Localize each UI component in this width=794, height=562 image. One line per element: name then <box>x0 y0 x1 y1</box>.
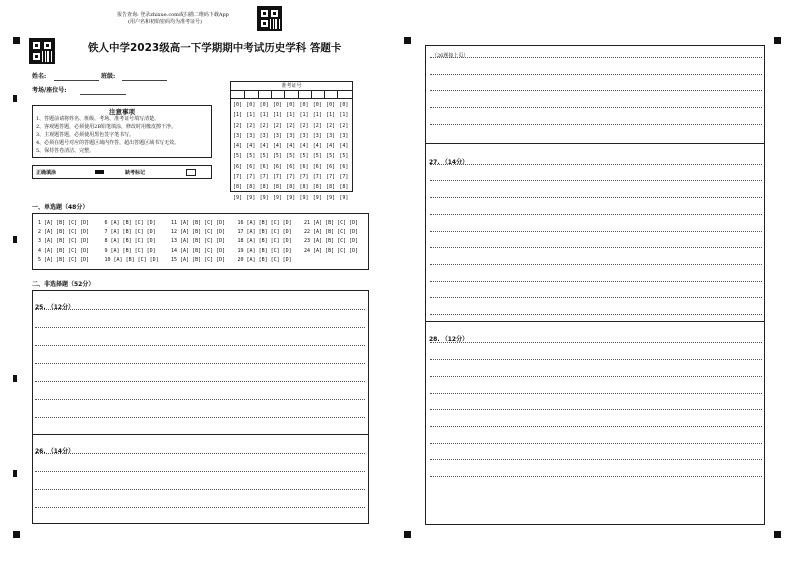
exam-id-bubble[interactable]: [5] <box>272 153 282 160</box>
mc-question-2[interactable]: 2 [A] [B] [C] [D] <box>38 229 90 236</box>
answer-line[interactable] <box>430 90 762 91</box>
answer-line[interactable] <box>35 471 365 472</box>
mc-question-1[interactable]: 1 [A] [B] [C] [D] <box>38 220 90 226</box>
answer-line[interactable] <box>430 247 762 248</box>
mc-question-16[interactable]: 16 [A] [B] [C] [D] <box>237 220 292 226</box>
answer-line[interactable] <box>430 264 762 265</box>
exam-id-bubble[interactable]: [8] <box>259 184 269 191</box>
mc-question-20[interactable]: 20 [A] [B] [C] [D] <box>237 256 292 263</box>
fill-example-box <box>32 165 212 179</box>
answer-box-25-26 <box>32 290 369 524</box>
exam-id-bubble[interactable]: [9] <box>326 194 336 201</box>
divider <box>324 90 325 98</box>
qr-code-icon <box>257 6 282 31</box>
exam-id-bubble[interactable]: [1] <box>326 112 336 119</box>
exam-id-bubble[interactable]: [4] <box>272 143 282 150</box>
exam-id-bubble[interactable]: [9] <box>272 194 282 201</box>
exam-id-bubble[interactable]: [0] <box>299 102 309 108</box>
answer-line[interactable] <box>35 345 365 346</box>
mc-question-13[interactable]: 13 [A] [B] [C] [D] <box>171 238 226 245</box>
divider <box>298 90 299 98</box>
exam-id-bubble[interactable]: [4] <box>286 143 296 150</box>
exam-id-bubble[interactable]: [9] <box>299 194 309 201</box>
exam-id-bubble[interactable]: [0] <box>326 102 336 108</box>
exam-id-bubble[interactable]: [2] <box>246 122 256 129</box>
answer-line[interactable] <box>430 107 762 108</box>
exam-id-bubble[interactable]: [8] <box>326 184 336 191</box>
notice-item: 1、答题前请将姓名、班级、考场、准考证号填写清楚。 <box>36 116 160 122</box>
divider <box>311 90 312 98</box>
exam-id-bubble[interactable]: [5] <box>286 153 296 160</box>
exam-id-bubble[interactable]: [2] <box>312 122 322 129</box>
exam-id-bubble[interactable]: [6] <box>233 163 243 170</box>
exam-id-bubble[interactable]: [9] <box>286 194 296 201</box>
exam-id-title: 准考证号 <box>281 83 302 89</box>
correct-fill-label: 正确填涂 <box>36 170 57 176</box>
exam-id-bubble[interactable]: [3] <box>246 132 256 139</box>
exam-id-bubble[interactable]: [0] <box>339 102 349 108</box>
exam-id-bubble[interactable]: [2] <box>299 122 309 129</box>
mc-question-23[interactable]: 23 [A] [B] [C] [D] <box>304 238 359 245</box>
exam-id-column <box>313 100 322 203</box>
registration-mark <box>13 236 17 243</box>
divider <box>426 321 764 322</box>
exam-id-bubble[interactable]: [5] <box>312 153 322 160</box>
exam-id-bubble[interactable]: [7] <box>246 174 256 181</box>
section2-title: 二、非选择题（52分） <box>32 281 95 288</box>
answer-line[interactable] <box>430 342 762 343</box>
mc-question-7[interactable]: 7 [A] [B] [C] [D] <box>104 229 156 236</box>
exam-id-bubble[interactable]: [9] <box>312 194 322 201</box>
qr-code-icon <box>29 38 55 64</box>
divider <box>258 90 259 98</box>
section1-title: 一、单选题（48分） <box>32 204 89 211</box>
exam-id-bubble[interactable]: [8] <box>246 184 256 191</box>
answer-line[interactable] <box>430 57 762 58</box>
registration-mark <box>774 37 781 44</box>
notice-box <box>32 105 212 158</box>
mc-question-19[interactable]: 19 [A] [B] [C] [D] <box>237 247 292 254</box>
mc-question-3[interactable]: 3 [A] [B] [C] [D] <box>38 238 90 245</box>
mc-question-10[interactable]: 10 [A] [B] [C] [D] <box>104 256 159 263</box>
exam-id-bubble[interactable]: [5] <box>246 153 256 160</box>
exam-id-column <box>273 100 282 203</box>
exam-id-bubble[interactable]: [7] <box>259 174 269 181</box>
exam-id-bubble[interactable]: [3] <box>326 132 336 139</box>
exam-id-bubble[interactable]: [4] <box>312 143 322 150</box>
registration-mark <box>13 531 20 538</box>
exam-id-bubble[interactable]: [2] <box>326 122 336 129</box>
exam-id-bubble[interactable]: [0] <box>233 102 243 108</box>
exam-id-bubble[interactable]: [4] <box>259 143 269 150</box>
filled-sample-icon <box>95 170 104 174</box>
answer-line[interactable] <box>35 507 365 508</box>
notice-item: 2、客观题答题，必须使用2B铅笔填涂，修改时用橡皮擦干净。 <box>36 124 177 130</box>
mc-question-6[interactable]: 6 [A] [B] [C] [D] <box>104 220 156 226</box>
exam-id-bubble[interactable]: [7] <box>286 174 296 181</box>
exam-id-bubble[interactable]: [6] <box>326 163 336 170</box>
room-seat-field[interactable] <box>80 94 126 95</box>
exam-id-bubble[interactable]: [4] <box>339 143 349 150</box>
registration-mark <box>404 531 411 538</box>
exam-id-bubble[interactable]: [1] <box>246 112 256 119</box>
exam-id-bubble[interactable]: [7] <box>312 174 322 181</box>
exam-id-bubble[interactable]: [2] <box>339 122 349 129</box>
answer-line[interactable] <box>35 417 365 418</box>
exam-id-bubble[interactable]: [6] <box>259 163 269 170</box>
divider <box>284 90 285 98</box>
exam-id-bubble[interactable]: [3] <box>286 132 296 139</box>
question-28-title: 28. （12分） <box>429 336 469 343</box>
answer-line[interactable] <box>430 231 762 232</box>
divider <box>33 434 368 435</box>
registration-mark <box>13 375 17 382</box>
exam-id-bubble[interactable]: [8] <box>233 184 243 191</box>
exam-id-column <box>233 100 242 203</box>
mc-question-8[interactable]: 8 [A] [B] [C] [D] <box>104 238 156 245</box>
mc-question-11[interactable]: 11 [A] [B] [C] [D] <box>171 220 226 226</box>
absent-mark-label: 缺考标记 <box>125 170 146 176</box>
divider <box>271 90 272 98</box>
answer-line[interactable] <box>430 376 762 377</box>
answer-line[interactable] <box>430 214 762 215</box>
exam-id-bubble[interactable]: [8] <box>286 184 296 191</box>
answer-line[interactable] <box>430 409 762 410</box>
mc-question-17[interactable]: 17 [A] [B] [C] [D] <box>237 229 292 236</box>
answer-line[interactable] <box>430 443 762 444</box>
exam-id-bubble[interactable]: [3] <box>299 132 309 139</box>
notice-item: 5、保持答卷清洁、完整。 <box>36 148 95 154</box>
class-field[interactable] <box>122 80 167 81</box>
exam-id-bubble[interactable]: [2] <box>259 122 269 129</box>
exam-id-bubble[interactable]: [7] <box>326 174 336 181</box>
answer-line[interactable] <box>35 327 365 328</box>
exam-id-bubble[interactable]: [1] <box>286 112 296 119</box>
answer-line[interactable] <box>35 381 365 382</box>
exam-id-grid <box>230 81 353 201</box>
exam-id-bubble[interactable]: [0] <box>312 102 322 108</box>
exam-id-bubble[interactable]: [7] <box>299 174 309 181</box>
class-label: 班级: <box>101 73 116 80</box>
answer-line[interactable] <box>35 399 365 400</box>
notice-title: 注意事项 <box>109 108 135 116</box>
divider <box>426 143 764 144</box>
login-hint-text: (用户名和初始密码均为准考证号) <box>128 19 202 25</box>
exam-id-bubble[interactable]: [5] <box>259 153 269 160</box>
exam-id-bubble[interactable]: [3] <box>312 132 322 139</box>
divider <box>231 98 352 99</box>
exam-id-bubble[interactable]: [6] <box>312 163 322 170</box>
mc-question-14[interactable]: 14 [A] [B] [C] [D] <box>171 247 226 254</box>
answer-line[interactable] <box>430 476 762 477</box>
mc-question-24[interactable]: 24 [A] [B] [C] [D] <box>304 247 359 254</box>
exam-id-bubble[interactable]: [5] <box>339 153 349 160</box>
answer-line[interactable] <box>430 74 762 75</box>
exam-id-column <box>286 100 295 203</box>
exam-id-bubble[interactable]: [0] <box>246 102 256 108</box>
exam-id-bubble[interactable]: [1] <box>339 112 349 119</box>
exam-id-bubble[interactable]: [2] <box>272 122 282 129</box>
answer-box-26-27-28 <box>425 45 765 525</box>
question-26-title: 26. （14分） <box>35 448 75 455</box>
answer-line[interactable] <box>430 197 762 198</box>
answer-line[interactable] <box>430 297 762 298</box>
mc-question-15[interactable]: 15 [A] [B] [C] [D] <box>171 256 226 263</box>
exam-id-bubble[interactable]: [6] <box>286 163 296 170</box>
exam-id-bubble[interactable]: [0] <box>286 102 296 108</box>
name-label: 姓名: <box>32 73 47 80</box>
exam-id-bubble[interactable]: [9] <box>259 194 269 201</box>
answer-line[interactable] <box>430 359 762 360</box>
mc-question-5[interactable]: 5 [A] [B] [C] [D] <box>38 256 90 263</box>
absent-checkbox[interactable] <box>186 169 196 176</box>
exam-id-bubble[interactable]: [1] <box>233 112 243 119</box>
divider <box>337 90 338 98</box>
exam-id-bubble[interactable]: [8] <box>272 184 282 191</box>
exam-id-bubble[interactable]: [6] <box>339 163 349 170</box>
registration-mark <box>404 37 411 44</box>
exam-id-bubble[interactable]: [1] <box>272 112 282 119</box>
exam-id-bubble[interactable]: [6] <box>246 163 256 170</box>
exam-id-bubble[interactable]: [1] <box>299 112 309 119</box>
exam-id-bubble[interactable]: [4] <box>326 143 336 150</box>
answer-line[interactable] <box>35 309 365 310</box>
answer-line[interactable] <box>430 124 762 125</box>
exam-id-bubble[interactable]: [1] <box>312 112 322 119</box>
single-choice-box <box>32 213 369 270</box>
exam-id-bubble[interactable]: [7] <box>339 174 349 181</box>
exam-id-bubble[interactable]: [3] <box>233 132 243 139</box>
answer-line[interactable] <box>430 393 762 394</box>
exam-id-bubble[interactable]: [3] <box>272 132 282 139</box>
mc-question-18[interactable]: 18 [A] [B] [C] [D] <box>237 238 292 245</box>
answer-line[interactable] <box>35 489 365 490</box>
page-title: 铁人中学2023级高一下学期期中考试历史学科 答题卡 <box>88 42 342 54</box>
question-25-title: 25. （12分） <box>35 304 75 311</box>
exam-id-bubble[interactable]: [5] <box>233 153 243 160</box>
exam-id-column <box>300 100 309 203</box>
report-query-text: 报告查询: 登录zhixue.com或扫描二维码下载App <box>117 12 229 18</box>
exam-id-bubble[interactable]: [2] <box>233 122 243 129</box>
exam-id-bubble[interactable]: [8] <box>299 184 309 191</box>
exam-id-bubble[interactable]: [6] <box>272 163 282 170</box>
answer-line[interactable] <box>35 453 365 454</box>
exam-id-bubble[interactable]: [3] <box>259 132 269 139</box>
registration-mark <box>13 37 20 44</box>
mc-question-9[interactable]: 9 [A] [B] [C] [D] <box>104 247 156 254</box>
registration-mark <box>13 95 17 102</box>
question-27-title: 27. （14分） <box>429 159 469 166</box>
divider <box>231 90 352 91</box>
answer-line[interactable] <box>430 281 762 282</box>
registration-mark <box>774 531 781 538</box>
exam-id-bubble[interactable]: [0] <box>259 102 269 108</box>
exam-id-bubble[interactable]: [7] <box>233 174 243 181</box>
mc-question-4[interactable]: 4 [A] [B] [C] [D] <box>38 247 90 254</box>
registration-mark <box>13 470 17 477</box>
exam-id-bubble[interactable]: [5] <box>299 153 309 160</box>
exam-id-bubble[interactable]: [5] <box>326 153 336 160</box>
exam-id-bubble[interactable]: [7] <box>272 174 282 181</box>
exam-id-bubble[interactable]: [8] <box>312 184 322 191</box>
exam-id-bubble[interactable]: [4] <box>299 143 309 150</box>
notice-item: 3、主观题答题，必须使用黑色签字笔书写。 <box>36 132 135 138</box>
mc-question-21[interactable]: 21 [A] [B] [C] [D] <box>304 220 359 226</box>
exam-id-bubble[interactable]: [4] <box>246 143 256 150</box>
continued-note: （26题接上页） <box>432 53 469 59</box>
answer-line[interactable] <box>430 164 762 165</box>
divider <box>244 90 245 98</box>
exam-id-bubble[interactable]: [1] <box>259 112 269 119</box>
exam-id-bubble[interactable]: [3] <box>339 132 349 139</box>
exam-id-bubble[interactable]: [6] <box>299 163 309 170</box>
notice-item: 4、必须在题号对应的答题区域内作答，超出答题区域书写无效。 <box>36 140 180 146</box>
exam-id-bubble[interactable]: [9] <box>339 194 349 201</box>
answer-line[interactable] <box>430 314 762 315</box>
exam-id-bubble[interactable]: [0] <box>272 102 282 108</box>
mc-question-22[interactable]: 22 [A] [B] [C] [D] <box>304 229 359 236</box>
room-seat-label: 考场/座位号: <box>32 87 67 94</box>
name-field[interactable] <box>54 80 99 81</box>
answer-line[interactable] <box>430 459 762 460</box>
mc-question-12[interactable]: 12 [A] [B] [C] [D] <box>171 229 226 236</box>
exam-id-bubble[interactable]: [4] <box>233 143 243 150</box>
exam-id-bubble[interactable]: [9] <box>246 194 256 201</box>
exam-id-column <box>326 100 335 203</box>
exam-id-bubble[interactable]: [9] <box>233 194 243 201</box>
exam-id-bubble[interactable]: [2] <box>286 122 296 129</box>
answer-line[interactable] <box>430 426 762 427</box>
exam-id-column <box>260 100 269 203</box>
exam-id-column <box>246 100 255 203</box>
exam-id-column <box>339 100 348 203</box>
answer-line[interactable] <box>430 180 762 181</box>
exam-id-bubble[interactable]: [8] <box>339 184 349 191</box>
answer-line[interactable] <box>35 363 365 364</box>
